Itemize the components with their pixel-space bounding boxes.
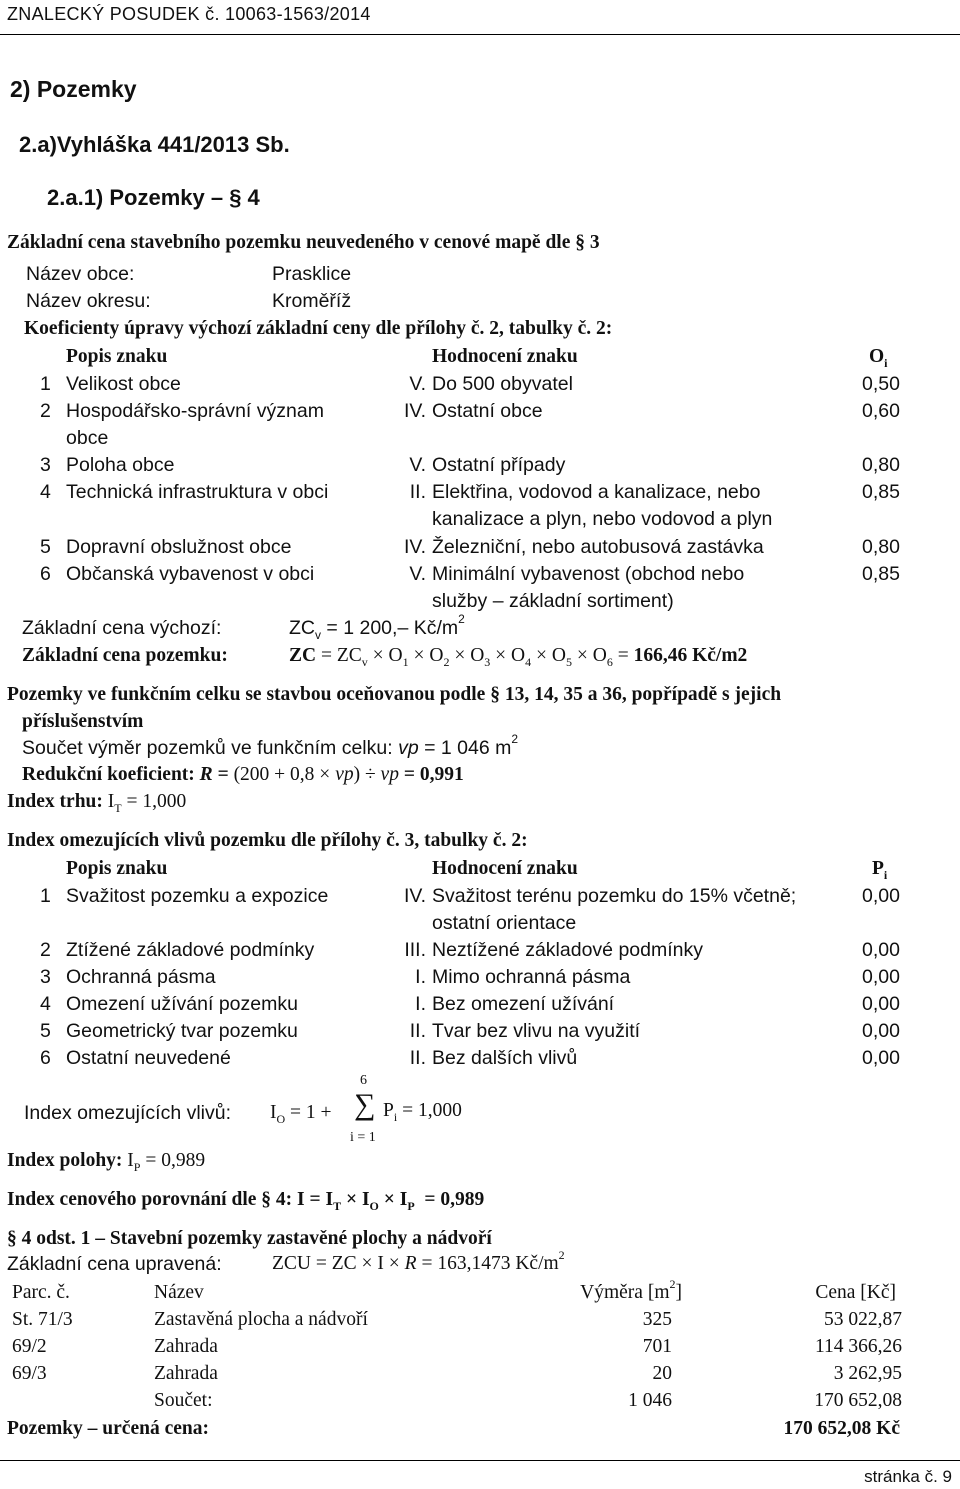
coef-row-hodnoceni-cont: kanalizace a plyn, nebo vodovod a plyn — [432, 508, 773, 530]
coef-row-popis: Velikost obce — [66, 373, 181, 395]
okres-value: Kroměříž — [272, 290, 352, 312]
limit-row-number: 2 — [40, 939, 51, 961]
page-header — [0, 0, 960, 35]
limit-row-number: 5 — [40, 1020, 51, 1042]
header-title: ZNALECKÝ POSUDEK č. 10063-1563/2014 — [7, 4, 371, 24]
coef-row-value: 0,50 — [862, 373, 900, 395]
limit-heading: Index omezujících vlivů pozemku dle přílohy č. 3, tabulky č. 2: — [7, 830, 528, 851]
parcels-header-cena: Cena [Kč] — [815, 1282, 896, 1303]
parcels-header-parc: Parc. č. — [12, 1282, 70, 1303]
parcels-sum-label: Součet: — [154, 1390, 213, 1411]
sum-sign: ∑ — [354, 1088, 376, 1121]
parcels-header-vymera: Výměra $[m^2]$ — [580, 1277, 682, 1303]
limit-row-roman: I. — [415, 966, 426, 988]
limit-col-popis: Popis znaku — [66, 858, 168, 879]
coef-row-hodnoceni: Minimální vybavenost (obchod nebo — [432, 563, 745, 585]
limit-row-hodnoceni: Neztížené základové podmínky — [432, 939, 703, 961]
parcel-row-nazev: Zahrada — [154, 1363, 218, 1384]
coef-row-value: 0,60 — [862, 400, 900, 422]
coef-row-hodnoceni: Ostatní případy — [432, 454, 566, 476]
zcp-value: ZC = $ZC_v \times O_1 \times O_2 \times O_3 \times O_4 \times O_5 \times O_6 = 166,46$ Kč/m2 — [289, 645, 748, 669]
coef-row-number: 6 — [40, 563, 51, 585]
index-polohy: Index polohy: $I_P = 0,989$ — [7, 1150, 206, 1174]
parcels-sum-vymera: 1 046 — [628, 1390, 672, 1411]
result-label: Pozemky – určená cena: — [7, 1418, 209, 1439]
coef-row-popis: Technická infrastruktura v obci — [66, 481, 329, 503]
parcels-header-nazev: Název — [154, 1282, 204, 1303]
coef-row-popis: Dopravní obslužnost obce — [66, 536, 292, 558]
page-footer-rule — [0, 1460, 960, 1461]
sum-top: 6 — [360, 1073, 367, 1088]
zcp-label: Základní cena pozemku: — [22, 645, 228, 666]
limit-formula-label: Index omezujících vlivů: — [24, 1102, 232, 1124]
coef-row-number: 4 — [40, 481, 51, 503]
coef-row-number: 2 — [40, 400, 51, 422]
limit-col-hodnoceni: Hodnocení znaku — [432, 858, 578, 879]
coef-row-popis: Občanská vybavenost v obci — [66, 563, 315, 585]
limit-row-popis: Ochranná pásma — [66, 966, 216, 988]
parcel-row-nazev: Zastavěná plocha a nádvoří — [154, 1309, 368, 1330]
coef-row-roman: II. — [409, 481, 426, 503]
obec-value: Prasklice — [272, 263, 352, 285]
limit-row-popis: Svažitost pozemku a expozice — [66, 885, 329, 907]
parcel-row-vymera: 20 — [652, 1363, 672, 1384]
parcel-row-vymera: 701 — [642, 1336, 672, 1357]
func-heading-2: příslušenstvím — [22, 711, 144, 732]
limit-row-popis: Omezení užívání pozemku — [66, 993, 298, 1015]
limit-row-popis: Ztížené základové podmínky — [66, 939, 315, 961]
parcel-row-cena: 114 366,26 — [814, 1336, 902, 1357]
limit-row-roman: I. — [415, 993, 426, 1015]
limit-col-p: $P_i$ — [872, 858, 888, 882]
limit-row-roman: II. — [409, 1020, 426, 1042]
coef-row-number: 5 — [40, 536, 51, 558]
limit-row-hodnoceni-cont: ostatní orientace — [432, 912, 577, 934]
coef-row-hodnoceni: Železniční, nebo autobusová zastávka — [432, 536, 764, 558]
limit-row-value: 0,00 — [862, 993, 900, 1015]
coef-row-number: 1 — [40, 373, 51, 395]
coef-row-popis: Poloha obce — [66, 454, 175, 476]
zcu-label: Základní cena upravená: — [7, 1253, 222, 1275]
coef-row-value: 0,85 — [862, 563, 900, 585]
parcel-row-cena: 53 022,87 — [824, 1309, 902, 1330]
limit-row-popis: Ostatní neuvedené — [66, 1047, 231, 1069]
limit-row-value: 0,00 — [862, 1047, 900, 1069]
coef-row-value: 0,85 — [862, 481, 900, 503]
zc-label: Základní cena výchozí: — [22, 617, 222, 639]
coef-row-popis: Hospodářsko-správní význam — [66, 400, 324, 422]
parcel-row-number: 69/2 — [12, 1336, 47, 1357]
coef-row-hodnoceni: Do 500 obyvatel — [432, 373, 573, 395]
parcel-row-cena: 3 262,95 — [833, 1363, 902, 1384]
parcel-row-number: St. 71/3 — [12, 1309, 73, 1330]
limit-row-value: 0,00 — [862, 885, 900, 907]
coef-col-popis: Popis znaku — [66, 346, 168, 367]
limit-row-roman: II. — [409, 1047, 426, 1069]
zcu-value: ZCU = ZC × I × R = 163,1473 $Kč/m^2$ — [272, 1248, 565, 1274]
coef-row-hodnoceni: Ostatní obce — [432, 400, 543, 422]
coef-row-value: 0,80 — [862, 454, 900, 476]
subsubsection-title: 2.a.1) Pozemky – § 4 — [47, 185, 260, 210]
limit-formula-rhs: $P_i = 1,000$ — [383, 1100, 462, 1124]
limit-row-roman: III. — [404, 939, 426, 961]
coef-row-roman: V. — [409, 373, 426, 395]
obec-label: Název obce: — [26, 263, 135, 285]
limit-row-roman: IV. — [403, 885, 426, 907]
page-number: stránka č. 9 — [864, 1467, 952, 1486]
coef-row-roman: IV. — [403, 400, 426, 422]
coef-row-value: 0,80 — [862, 536, 900, 558]
index-trhu: Index trhu: $I_T = 1,000$ — [7, 791, 187, 815]
limit-row-number: 6 — [40, 1047, 51, 1069]
okres-label: Název okresu: — [26, 290, 151, 312]
limit-row-value: 0,00 — [862, 1020, 900, 1042]
coef-row-popis-cont: obce — [66, 427, 109, 449]
limit-row-number: 4 — [40, 993, 51, 1015]
limit-row-hodnoceni: Svažitost terénu pozemku do 15% včetně; — [432, 885, 797, 907]
limit-row-hodnoceni: Bez dalších vlivů — [432, 1047, 578, 1069]
zc-value: $ZC_v = 1$ 200,– $Kč/m^2$ — [289, 612, 465, 642]
limit-row-hodnoceni: Bez omezení užívání — [432, 993, 615, 1015]
coef-row-roman: V. — [409, 563, 426, 585]
coef-col-hodnoceni: Hodnocení znaku — [432, 346, 578, 367]
parcel-row-number: 69/3 — [12, 1363, 47, 1384]
limit-row-hodnoceni: Tvar bez vlivu na využití — [432, 1020, 641, 1042]
odst-heading: § 4 odst. 1 – Stavební pozemky zastavěné plochy a nádvoří — [7, 1228, 492, 1249]
subsection-title: 2.a)Vyhláška 441/2013 Sb. — [19, 132, 290, 157]
coef-row-roman: IV. — [403, 536, 426, 558]
limit-row-number: 1 — [40, 885, 51, 907]
coef-row-hodnoceni: Elektřina, vodovod a kanalizace, nebo — [432, 481, 761, 503]
limit-row-value: 0,00 — [862, 939, 900, 961]
limit-row-popis: Geometrický tvar pozemku — [66, 1020, 298, 1042]
parcels-sum-cena: 170 652,08 — [814, 1390, 902, 1411]
coef-col-o: $O_i$ — [869, 346, 888, 370]
coef-row-hodnoceni-cont: služby – základní sortiment) — [432, 590, 674, 612]
result-value: 170 652,08 Kč — [783, 1418, 900, 1439]
coef-row-roman: V. — [409, 454, 426, 476]
index-cenoveho: Index cenového porovnání dle § 4: $I = I_T \times I_O \times I_P = 0,989$ — [7, 1189, 485, 1213]
parcel-row-vymera: 325 — [642, 1309, 672, 1330]
coef-heading: Koeficienty úpravy výchozí základní ceny dle přílohy č. 2, tabulky č. 2: — [24, 318, 613, 339]
parcel-row-nazev: Zahrada — [154, 1336, 218, 1357]
redukcni-koeficient: Redukční koeficient: R = (200 + 0,8 × vp) ÷ vp = 0,991 — [22, 764, 464, 785]
sum-bottom: i = 1 — [350, 1130, 376, 1145]
func-heading-1: Pozemky ve funkčním celku se stavbou oceňovanou podle § 13, 14, 35 a 36, popřípadě s jejich — [7, 684, 782, 705]
limit-row-hodnoceni: Mimo ochranná pásma — [432, 966, 631, 988]
limit-row-number: 3 — [40, 966, 51, 988]
base-heading: Základní cena stavebního pozemku neuvedeného v cenové mapě dle § 3 — [7, 232, 600, 253]
func-soucet: Součet výměr pozemků ve funkčním celku: vp = 1 046 $m^2$ — [22, 732, 519, 759]
coef-row-number: 3 — [40, 454, 51, 476]
limit-formula-lhs: $I_O = 1$ + — [270, 1102, 332, 1126]
section-title: 2) Pozemky — [10, 76, 137, 102]
limit-row-value: 0,00 — [862, 966, 900, 988]
